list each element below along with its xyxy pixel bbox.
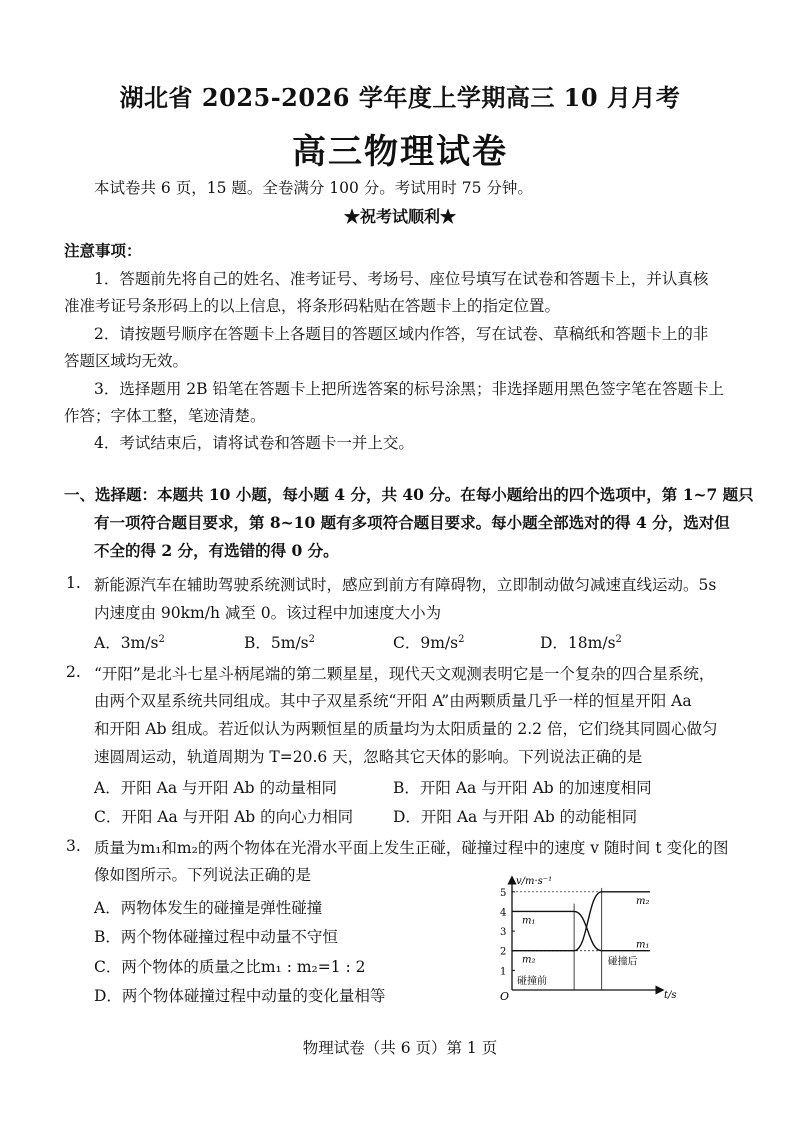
q3-number: 3. — [66, 837, 81, 855]
y-axis-label: v/m·s⁻¹ — [516, 876, 553, 887]
section-1-line-3: 不全的得 2 分，有选错的得 0 分。 — [94, 541, 339, 560]
note-3-line-2: 作答；字体工整，笔迹清楚。 — [64, 407, 266, 425]
page-footer: 物理试卷（共 6 页）第 1 页 — [302, 1039, 498, 1057]
good-luck-text: ★祝考试顺利★ — [343, 207, 456, 226]
y-tick-label-4: 4 — [500, 907, 507, 919]
series-label-m1-after: m₁ — [636, 939, 650, 951]
q2-stem-line-3: 和开阳 Ab 组成。若近似认为两颗恒星的质量均为太阳质量的 2.2 倍，它们绕其同圆心做匀 — [94, 720, 718, 738]
y-tick-label-2: 2 — [500, 946, 507, 958]
exam-title: 湖北省 2025-2026 学年度上学期高三 10 月月考 — [119, 83, 681, 112]
q3-option-a: A．两物体发生的碰撞是弹性碰撞 — [94, 899, 323, 917]
q2-option-c: C．开阳 Aa 与开阳 Ab 的向心力相同 — [94, 808, 354, 826]
series-label-m2-after: m₂ — [636, 895, 650, 907]
q1-number: 1. — [66, 574, 81, 592]
note-1-line-1: 1．答题前先将自己的姓名、准考证号、考场号、座位号填写在试卷和答题卡上，并认真核 — [94, 270, 709, 288]
series-label-m2-before: m₂ — [522, 954, 536, 966]
section-1-line-1: 一、选择题：本题共 10 小题，每小题 4 分，共 40 分。在每小题给出的四个选项中，第 1~7 题只 — [64, 485, 754, 504]
q3-stem-line-1: 质量为m₁和m₂的两个物体在光滑水平面上发生正碰，碰撞过程中的速度 v 随时间 t 变化的图 — [94, 839, 729, 857]
q2-option-b: B．开阳 Aa 与开阳 Ab 的加速度相同 — [393, 779, 652, 797]
origin-label: O — [500, 990, 510, 1002]
q3-stem-line-2: 像如图所示。下列说法正确的是 — [94, 866, 312, 884]
y-tick-label-3: 3 — [500, 927, 507, 939]
q2-stem-line-2: 由两个双星系统共同组成。其中子双星系统“开阳 A”由两颗质量几乎一样的恒星开阳 Aa — [94, 692, 692, 710]
note-4: 4．考试结束后，请将试卷和答题卡一并上交。 — [94, 434, 414, 452]
q1-stem-line-2: 内速度由 90km/h 减至 0。该过程中加速度大小为 — [94, 604, 442, 622]
q1-option-a: A．$3m/s^2$ — [94, 633, 165, 652]
series-label-m1-before: m₁ — [522, 915, 536, 927]
q2-option-a: A．开阳 Aa 与开阳 Ab 的动量相同 — [94, 779, 337, 797]
q1-stem-line-1: 新能源汽车在辅助驾驶系统测试时，感应到前方有障碍物，立即制动做匀减速直线运动。5s — [94, 576, 717, 594]
q3-option-d: D．两个物体碰撞过程中动量的变化量相等 — [94, 987, 386, 1005]
note-2-line-2: 答题区域均无效。 — [64, 352, 189, 370]
q2-number: 2. — [66, 663, 81, 681]
q1-option-b: B．$5m/s^2$ — [244, 633, 316, 652]
q3-option-c: C．两个物体的质量之比m₁ : m₂=1 : 2 — [94, 958, 366, 976]
intro-text: 本试卷共 6 页，15 题。全卷满分 100 分。考试用时 75 分钟。 — [94, 179, 533, 197]
note-3-line-1: 3．选择题用 2B 铅笔在答题卡上把所选答案的标号涂黑；非选择题用黑色签字笔在答题卡上 — [94, 380, 724, 398]
annotation-before: 碰撞前 — [517, 976, 547, 987]
section-1-line-2: 有一项符合题目要求，第 8~10 题有多项符合题目要求。每小题全部选对的得 4 分，选对但 — [94, 513, 730, 532]
note-2-line-1: 2．请按题号顺序在答题卡上各题目的答题区域内作答，写在试卷、草稿纸和答题卡上的非 — [94, 325, 709, 343]
q3-option-b: B．两个物体碰撞过程中动量不守恒 — [94, 928, 338, 946]
paper-title: 高三物理试卷 — [292, 132, 508, 172]
velocity-time-graph — [490, 872, 690, 1002]
q2-option-d: D．开阳 Aa 与开阳 Ab 的动能相同 — [393, 808, 638, 826]
q1-option-d: D．$18m/s^2$ — [540, 633, 622, 652]
y-tick-label-1: 1 — [500, 966, 507, 978]
q2-stem-line-4: 速圆周运动，轨道周期为 T=20.6 天，忽略其它天体的影响。下列说法正确的是 — [94, 748, 643, 766]
q1-option-c: C．$9m/s^2$ — [393, 633, 465, 652]
x-axis-label: t/s — [664, 990, 677, 1001]
notes-heading: 注意事项： — [64, 241, 142, 260]
q2-stem-line-1: “开阳”是北斗七星斗柄尾端的第二颗星星，现代天文观测表明它是一个复杂的四合星系统， — [94, 665, 715, 683]
annotation-after: 碰撞后 — [607, 956, 638, 968]
y-tick-label-5: 5 — [500, 887, 507, 899]
note-1-line-2: 准准考证号条形码上的以上信息，将条形码粘贴在答题卡上的指定位置。 — [64, 297, 561, 315]
